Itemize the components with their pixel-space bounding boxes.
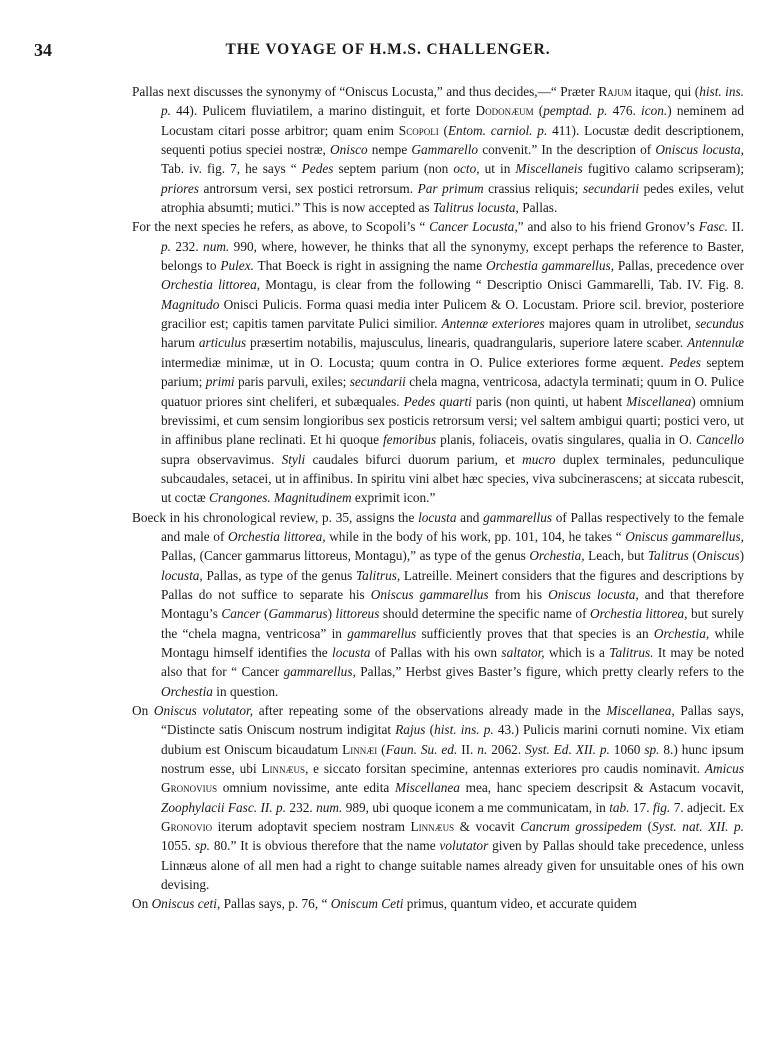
small-caps-run: Gronovius: [161, 780, 218, 796]
italic-run: fig.: [652, 799, 671, 815]
text-run: duplex terminales, pedunculique subcaudales, setacei, ut in affinibus. In spiritu vini albet hæc species, viva subcinerascens; at siccata rubescit, ut coctæ: [161, 451, 744, 506]
text-run: should determine the specific name of: [379, 606, 591, 622]
italic-run: Oniscus volutator,: [153, 703, 254, 718]
text-run: On: [132, 896, 152, 912]
text-run: iterum adoptavit speciem nostram: [212, 819, 411, 835]
text-run: but surely the “chela magna, ventricosa” in: [161, 606, 744, 641]
text-run: and: [456, 509, 484, 525]
text-run: convenit.” In the description of: [478, 142, 656, 158]
text-run: antrorsum versi, sex postici retrorsum.: [198, 180, 418, 196]
text-run: 1060: [609, 741, 645, 757]
text-run: II.: [727, 219, 744, 235]
text-run: ): [739, 548, 744, 564]
text-run: Montagu, is clear from the following “ Descriptio Onisci Gammarelli, Tab. IV. Fig. 8.: [260, 277, 744, 293]
text-run: præsertim notabilis, majusculus, linearis, quadrangularis, superiore latere scaber.: [246, 335, 688, 351]
italic-run: sp.: [194, 838, 210, 854]
text-run: 411). Locustæ dedit descriptionem, sequenti potius speciei nostræ,: [161, 122, 744, 158]
text-run: itaque, qui (: [631, 84, 700, 99]
text-run: after repeating some of the observations already made in the: [253, 703, 607, 718]
text-run: primus, quantum video, et accurate quidem: [403, 896, 637, 912]
italic-run: femoribus: [382, 432, 437, 448]
italic-run: Fasc.: [698, 219, 728, 235]
paragraph: [132, 217, 744, 507]
italic-run: saltator,: [501, 644, 545, 660]
italic-run: Gammarello: [411, 142, 479, 158]
text-run: supra observavimus.: [161, 451, 282, 467]
text-run: (: [425, 722, 435, 738]
text-run: ut in: [479, 161, 516, 177]
italic-run: Onisco: [330, 142, 368, 158]
text-run: ” and also to his friend Gronov’s: [517, 219, 699, 235]
text-run: Pallas.: [518, 200, 558, 216]
italic-run: gammarellus: [347, 625, 417, 641]
italic-run: Oniscus locusta,: [548, 586, 639, 602]
italic-run: Magnitudinem: [274, 490, 352, 506]
italic-run: Pulex.: [220, 258, 254, 274]
text-run: Boeck in his chronological review, p. 35, assigns the: [132, 509, 419, 525]
italic-run: Miscellanea: [626, 393, 692, 409]
italic-run: Orchestia gammarellus,: [485, 258, 615, 274]
italic-run: Cancrum grossipedem: [520, 819, 643, 835]
text-run: & vocavit: [454, 819, 521, 835]
italic-run: Pedes: [669, 354, 701, 370]
text-run: For the next species he refers, as above, to Scopoli’s “: [132, 219, 430, 235]
text-run: Tab. iv. fig. 7, he says “: [161, 161, 302, 177]
paragraph: [132, 894, 744, 913]
text-run: while in the body of his work, pp. 101, 104, he takes “: [325, 528, 626, 544]
italic-run: Talitrus locusta,: [432, 200, 519, 216]
italic-run: Par primum: [417, 180, 484, 196]
italic-run: Orchestia littorea,: [228, 528, 326, 544]
italic-run: priores: [161, 180, 199, 196]
italic-run: Crangones.: [209, 490, 271, 506]
italic-run: locusta: [332, 644, 371, 660]
italic-run: Faun. Su. ed.: [385, 741, 458, 757]
text-run: (: [533, 103, 544, 119]
text-run: nempe: [367, 142, 412, 158]
text-run: II.: [457, 741, 478, 757]
text-run: Pallas, (Cancer gammarus littoreus, Montagu),” as type of the genus: [161, 548, 530, 564]
italic-run: p.: [161, 238, 171, 254]
italic-run: articulus: [198, 335, 247, 351]
text-run: 232.: [170, 238, 204, 254]
italic-run: Cancello: [695, 432, 744, 448]
text-run: 8.) hunc ipsum nostrum esse, ubi: [161, 741, 744, 777]
italic-run: littoreus: [335, 606, 380, 622]
text-run: omnium novissime, ante edita: [217, 780, 395, 796]
italic-run: Zoophylacii Fasc. II. p.: [161, 799, 287, 815]
italic-run: sp.: [644, 741, 660, 757]
italic-run: Miscellanea,: [606, 703, 675, 718]
text-run: Pallas,” Herbst gives Baster’s figure, which pretty clearly refers to the: [355, 664, 744, 680]
italic-run: num.: [316, 799, 343, 815]
text-run: of Pallas respectively to the female and male of: [161, 509, 745, 544]
text-run: ): [327, 606, 336, 622]
small-caps-run: Rajum: [598, 84, 632, 99]
text-run: (: [260, 606, 269, 622]
paragraph: [132, 508, 744, 701]
text-run: Latreille. Meinert considers that the figures and descriptions by Pallas do not suffice to separate his: [161, 567, 744, 602]
text-run: It may be noted also that for “ Cancer: [161, 644, 744, 680]
text-run: of Pallas with his own: [370, 644, 502, 660]
text-run: (: [377, 741, 386, 757]
italic-run: Gammarus: [268, 606, 328, 622]
text-run: 989, ubi quoque iconem a me communicatam, in: [342, 799, 610, 815]
text-run: ) neminem ad Locustam citari posse arbitror; quam enim: [161, 103, 744, 138]
text-run: majores quam in utrolibet,: [544, 316, 696, 332]
italic-run: Oniscus ceti,: [151, 896, 221, 912]
italic-run: n.: [477, 741, 488, 757]
small-caps-run: Scopoli: [398, 122, 439, 138]
italic-run: Orchestia: [161, 683, 213, 699]
italic-run: gammarellus,: [283, 664, 356, 680]
text-run: Pallas next discusses the synonymy of “Oniscus Locusta,” and thus decides,—“ Præter: [132, 84, 599, 99]
italic-run: Orchestia,: [529, 548, 585, 564]
italic-run: primi: [205, 374, 235, 390]
italic-run: octo,: [453, 161, 480, 177]
italic-run: hist. ins. p.: [434, 722, 494, 738]
text-run: chela magna, ventricosa, adactyla terminati; quum in O. Pulice quatuor priores sint cheliferi, et subæquales.: [161, 374, 745, 409]
italic-run: tab.: [609, 799, 630, 815]
text-run: paris parvuli, exiles;: [234, 374, 350, 390]
italic-run: volutator: [439, 838, 489, 854]
italic-run: Pedes quarti: [403, 393, 472, 409]
italic-run: Oniscus gammarellus,: [625, 528, 744, 544]
text-run: Pallas, precedence over: [614, 258, 744, 274]
text-run: in question.: [212, 683, 279, 699]
text-run: 44). Pulicem fluviatilem, a marino distinguit, et forte: [170, 103, 476, 119]
text-run: septem parium;: [161, 354, 744, 390]
italic-run: secundus: [695, 316, 744, 332]
text-run: (: [642, 819, 653, 835]
text-run: given by Pallas should take precedence, unless Linnæus alone of all men had a right to change suitable names already given for unsuitable ones of his own devising.: [161, 838, 744, 893]
italic-run: Oniscus locusta,: [655, 142, 745, 158]
italic-run: Styli: [281, 451, 306, 467]
italic-run: Entom. carniol. p.: [447, 122, 548, 138]
italic-run: num.: [203, 238, 230, 254]
text-run: On: [132, 703, 154, 718]
italic-run: Oniscus gammarellus: [370, 586, 489, 602]
text-run: intermediæ minimæ, ut in O. Locusta; quum contra in O. Pulice exteriores forme æquent.: [161, 354, 670, 370]
text-run: sufficiently proves that that species is an: [416, 625, 654, 641]
italic-run: mucro: [522, 451, 556, 467]
italic-run: icon.: [641, 103, 668, 119]
italic-run: Miscellaneis: [515, 161, 583, 177]
page-header: [30, 40, 746, 64]
text-run: which is a: [544, 644, 610, 660]
italic-run: Talitrus.: [609, 644, 654, 660]
text-run: 1055.: [161, 838, 195, 854]
italic-run: Syst. nat. XII. p.: [652, 819, 745, 835]
italic-run: Oniscum Ceti: [330, 896, 404, 912]
text-run: exprimit icon.”: [351, 490, 436, 506]
text-run: 80.” It is obvious therefore that the name: [209, 838, 440, 854]
italic-run: gammarellus: [483, 509, 553, 525]
text-run: planis, foliaceis, ovatis singulares, qualia in O.: [436, 432, 696, 448]
text-run: 7. adjecit. Ex: [670, 799, 744, 815]
text-run: e siccato forsitan specimine, antennas exteriores pro caudis nominavit.: [308, 761, 705, 777]
text-run: 2062.: [487, 741, 526, 757]
small-caps-run: Dodonæum: [475, 103, 534, 119]
italic-run: Talitrus: [647, 548, 689, 564]
italic-run: secundarii: [582, 180, 640, 196]
small-caps-run: Linnæus,: [261, 761, 309, 777]
italic-run: Talitrus,: [356, 567, 401, 583]
text-run: from his: [488, 586, 549, 602]
text-run: fugitivo calamo scripseram);: [582, 161, 745, 177]
text-run: ) omnium brevissimi, et cum sensim longioribus sex posticis retrorsum versi; vel saltem ambigui quarti; postici vero, ut in affinibus plane reclinati. Et hi quoque: [161, 393, 745, 448]
italic-run: hist. ins. p.: [161, 84, 744, 119]
text-run: crassius reliquis;: [483, 180, 583, 196]
italic-run: Amicus: [704, 761, 745, 777]
italic-run: pemptad. p.: [543, 103, 608, 119]
text-run: pedes exiles, velut atrophia absumti; mutici.” This is now accepted as: [161, 180, 744, 216]
italic-run: locusta: [418, 509, 457, 525]
text-run: Leach, but: [584, 548, 648, 564]
italic-run: Cancer Locusta,: [429, 219, 518, 235]
page-number: 34: [34, 40, 52, 60]
running-title: THE VOYAGE OF H.M.S. CHALLENGER.: [225, 41, 551, 58]
text-run: Pallas says, “Distincte satis Oniscum nostrum indigitat: [161, 703, 744, 738]
text-run: 17.: [629, 799, 653, 815]
italic-run: Orchestia littorea,: [590, 606, 688, 622]
italic-run: Oniscus: [696, 548, 740, 564]
italic-run: Antennæ exteriores: [441, 316, 545, 332]
italic-run: Orchestia littorea,: [161, 277, 261, 293]
italic-run: Syst. Ed. XII. p.: [525, 741, 610, 757]
italic-run: Antennulæ: [687, 335, 744, 351]
text-run: (: [438, 122, 448, 138]
text-run: mea, hanc speciem descripsit & Astacum vocavit,: [459, 780, 744, 796]
text-run: septem parium (non: [333, 161, 454, 177]
italic-run: Cancer: [221, 606, 261, 622]
italic-run: Pedes: [301, 161, 334, 177]
italic-run: Magnitudo: [161, 296, 220, 312]
text-run: (: [688, 548, 697, 564]
text-run: harum: [161, 335, 199, 351]
text-run: 476.: [607, 103, 642, 119]
italic-run: Rajus: [395, 722, 426, 738]
text-run: caudales bifurci duorum parium, et: [305, 451, 523, 467]
text-run: and that therefore Montagu’s: [161, 586, 745, 622]
text-run: Pallas, as type of the genus: [202, 567, 356, 583]
small-caps-run: Gronovio: [161, 819, 213, 835]
italic-run: Miscellanea: [394, 780, 460, 796]
text-run: Pallas says, p. 76, “: [220, 896, 331, 912]
paragraph: [132, 701, 744, 894]
small-caps-run: Linnæus: [410, 819, 455, 835]
body-text: [132, 82, 744, 914]
italic-run: secundarii: [349, 374, 406, 390]
small-caps-run: Linnæi: [342, 741, 378, 757]
italic-run: Orchestia,: [653, 625, 710, 641]
text-run: 232.: [286, 799, 317, 815]
text-run: paris (non quinti, ut habent: [471, 393, 627, 409]
paragraph: [132, 82, 744, 217]
italic-run: locusta,: [161, 567, 203, 583]
text-run: 990, where, however, he thinks that all the synonymy, except perhaps the reference to Baster, belongs to: [161, 238, 745, 274]
text-run: 43.) Pulicis marini cornuti nomine. Vix etiam dubium est Oniscum bicaudatum: [161, 722, 744, 757]
text-run: That Boeck is right in assigning the name: [253, 258, 486, 274]
text-run: while Montagu himself identifies the: [161, 625, 744, 660]
text-run: Onisci Pulicis. Forma quasi media inter Pulicem & O. Locustam. Priore scil. brevior, posteriore gracilior est; capitis tamen parvitate Pulici similior.: [161, 296, 744, 332]
